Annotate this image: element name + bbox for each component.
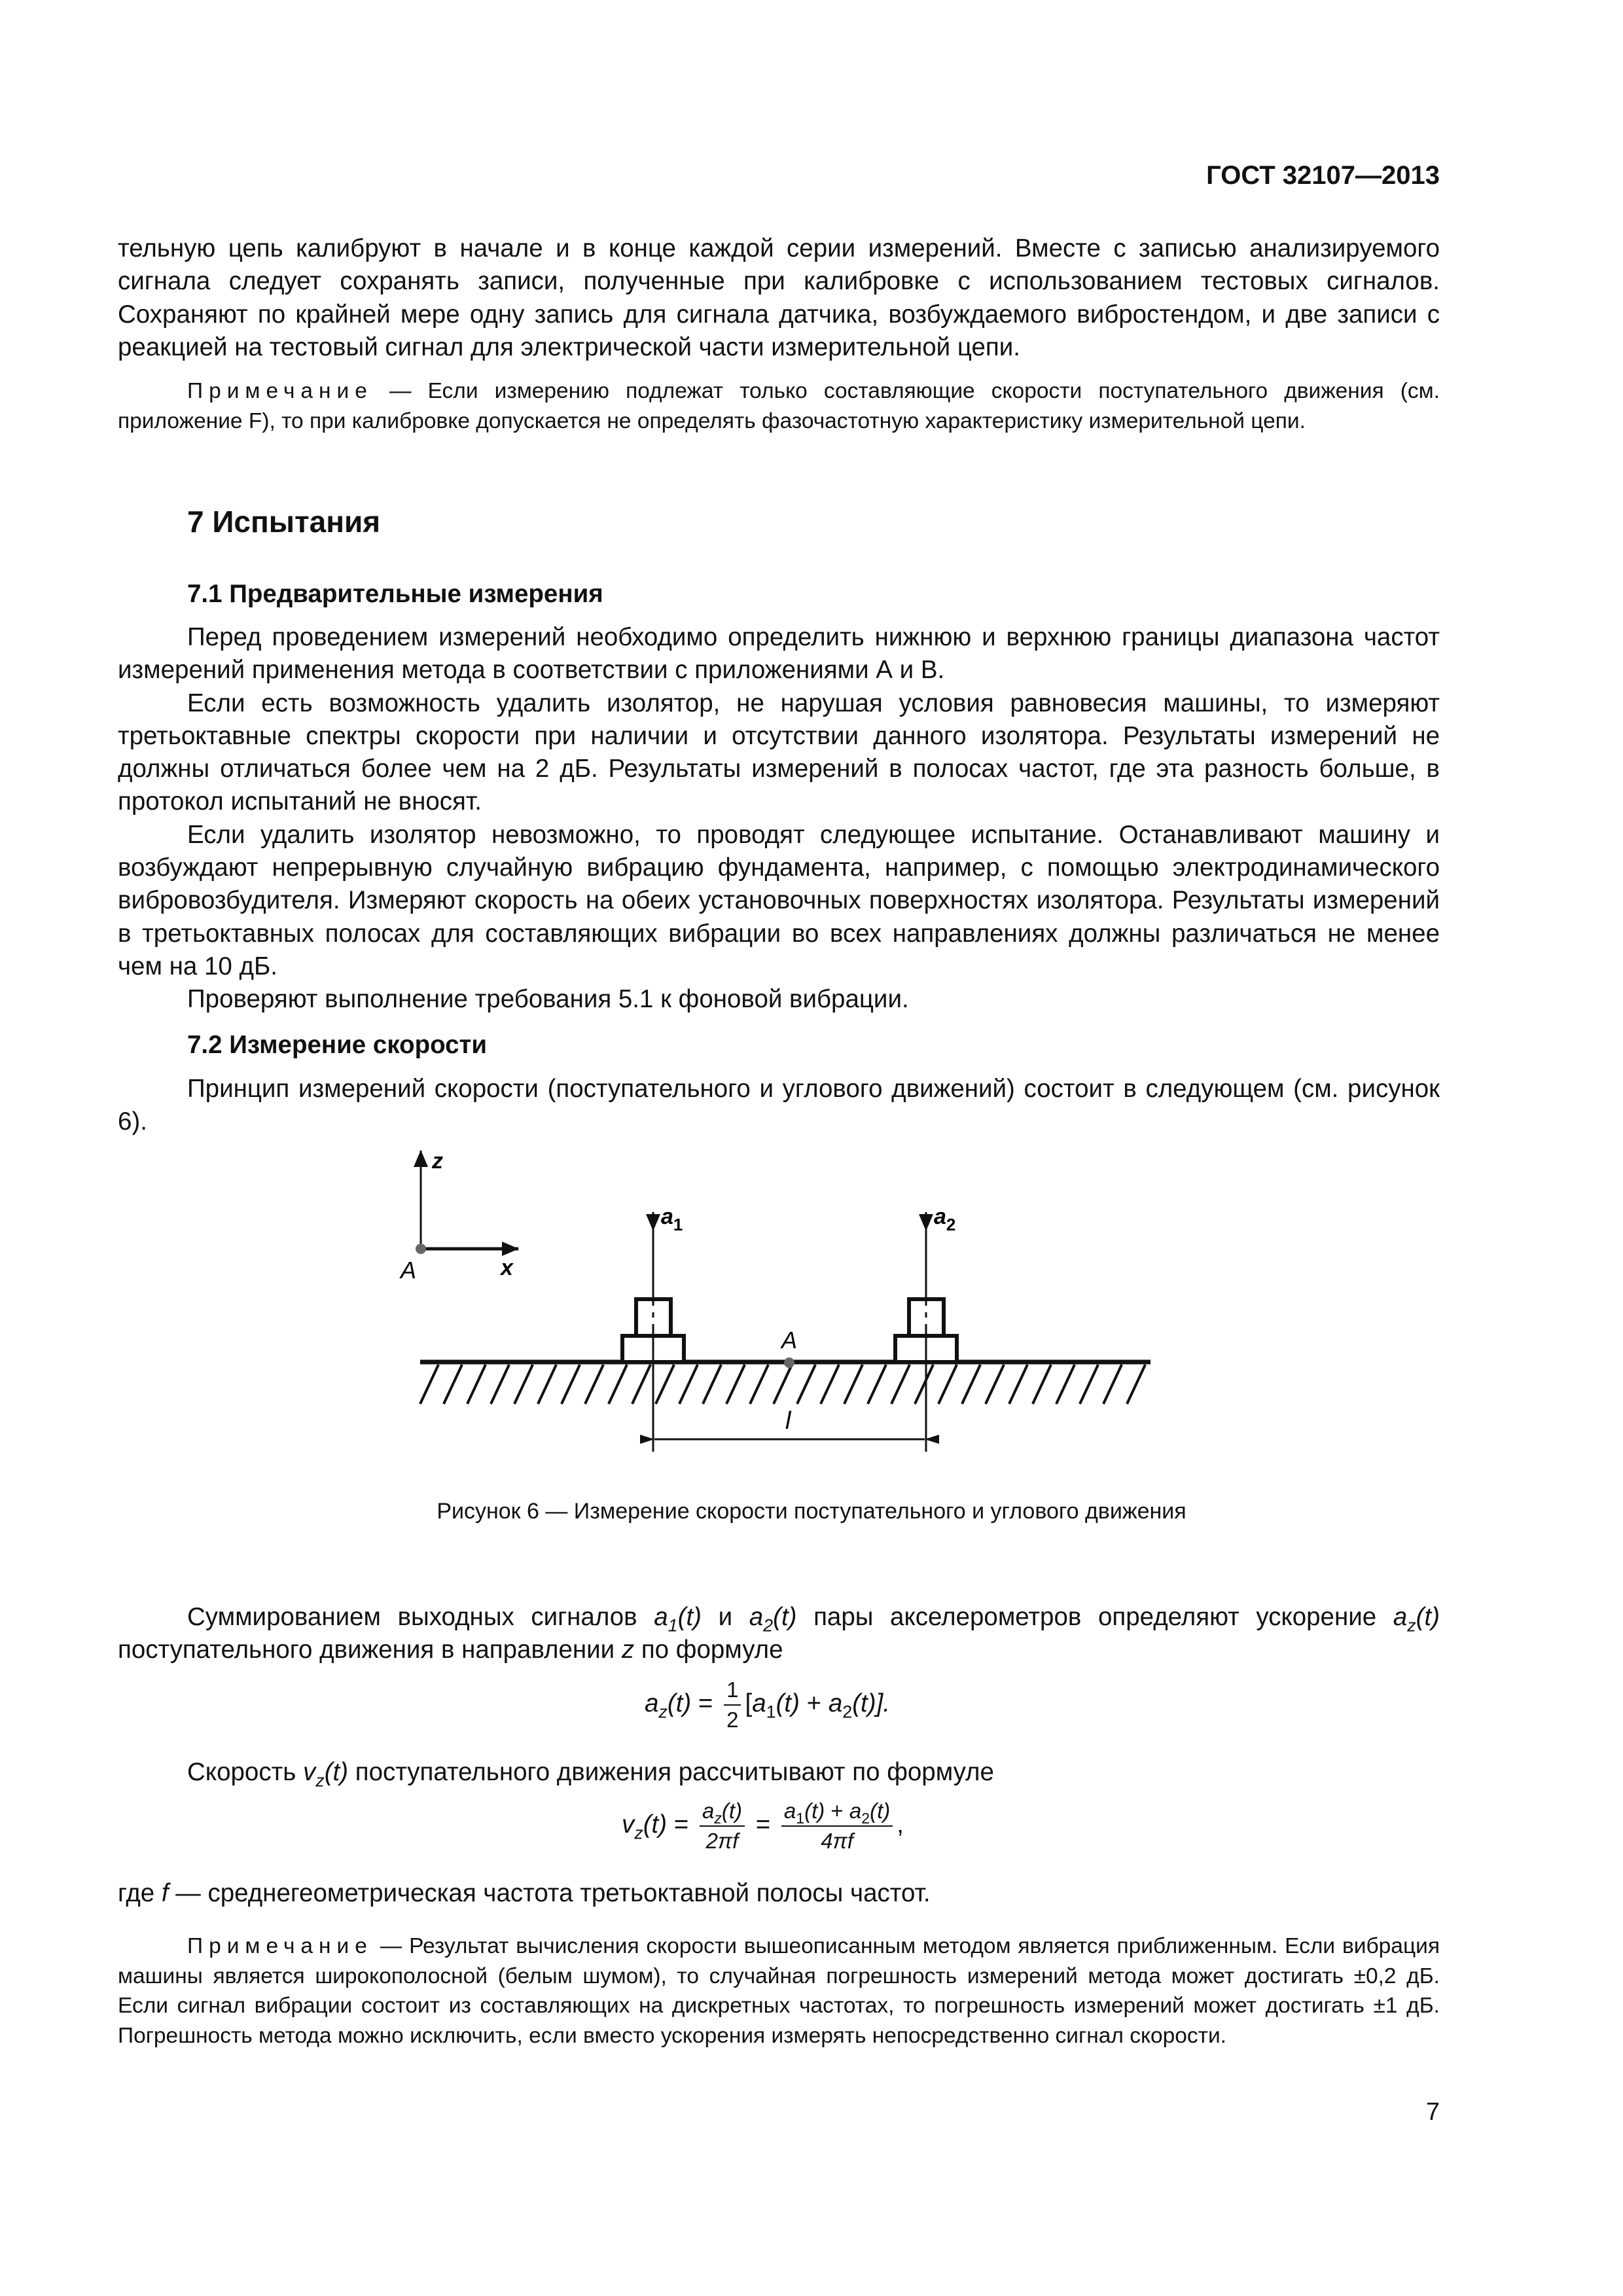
f-sym: v: [622, 1810, 635, 1839]
hatch-line: [632, 1365, 651, 1404]
hatch-line: [868, 1365, 886, 1404]
note-text: Если измерению подлежат только составляющие скорости поступательного движения (см. приложение F), то при калибровке допускается не определять фазочастотную характеристику измерительной цепи.: [118, 379, 1440, 433]
hatch-line: [962, 1365, 980, 1404]
f-br: [: [745, 1689, 753, 1718]
f-sub: 1: [766, 1702, 776, 1722]
text: и: [701, 1603, 749, 1631]
f-eq: =: [749, 1810, 777, 1839]
paragraph-speed: [118, 1756, 1440, 1789]
hatch-line: [797, 1365, 815, 1404]
section-7-2-heading: 7.2 Измерение скорости: [187, 1031, 488, 1059]
fraction-1: [700, 1797, 745, 1856]
note-text: Результат вычисления скорости вышеописанным методом является приближенным. Если вибрация машины является широкополосной (белым шумом), то случайная погрешность измерений метода может достигать ±0,2 дБ. Если сигнал вибрации состоит из составляющих на дискретных частотах, то погрешность измерений может достигать ±1 дБ. Погрешность метода можно исключить, если вместо ускорения измерять непосредственно сигнал скорости.: [118, 1934, 1440, 2048]
f-den: 4πf: [821, 1829, 853, 1853]
page-number: 7: [1425, 2098, 1440, 2126]
paragraph-text: Перед проведением измерений необходимо определить нижнюю и верхнюю границы диапазона частот измерений применения метода в соответствии с приложениями А и В.: [118, 623, 1440, 685]
text: по формуле: [634, 1636, 783, 1664]
f-arg: (t): [667, 1689, 692, 1718]
symbol-az: $a_z(t)$: [1393, 1603, 1440, 1636]
hatch-line: [774, 1365, 792, 1404]
distance-label: l: [785, 1407, 791, 1435]
text: где: [118, 1879, 162, 1907]
hatch-line: [514, 1365, 533, 1404]
f-sub: z: [658, 1702, 668, 1722]
f-sym: a: [645, 1689, 659, 1718]
f-num: $a_1(t) + a_2(t)$: [781, 1797, 893, 1827]
hatch-line: [1056, 1365, 1075, 1404]
accelerometer-1: [622, 1212, 684, 1452]
hatch-line: [1009, 1365, 1027, 1404]
symbol-a2: $a_2(t)$: [749, 1603, 797, 1636]
paragraph-summation: [118, 1601, 1440, 1667]
paragraph-text: Если есть возможность удалить изолятор, не нарушая условия равновесия машины, то измеряют третьоктавные спектры скорости при наличии и отсутствии данного изолятора. Результаты измерений не должны отличаться более чем на 2 дБ. Результаты измерений в полосах частот, где эта разность больше, в протокол испытаний не вносят.: [118, 689, 1440, 816]
text: поступательного движения в направлении: [118, 1636, 622, 1664]
figure-caption: Рисунок 6 — Измерение скорости поступательного и углового движения: [437, 1499, 1186, 1524]
text: пары акселерометров определяют ускорение: [796, 1603, 1393, 1631]
hatch-line: [726, 1365, 745, 1404]
formula-velocity: [622, 1797, 904, 1856]
hatch-line: [1033, 1365, 1051, 1404]
formula-acceleration: [645, 1676, 890, 1734]
hatch-line: [585, 1365, 603, 1404]
ground-hatching: [420, 1365, 1145, 1404]
hatch-line: [444, 1365, 462, 1404]
hatch-line: [562, 1365, 580, 1404]
hatch-line: [703, 1365, 721, 1404]
paragraph-text: Проверяют выполнение требования 5.1 к фоновой вибрации.: [187, 985, 909, 1014]
accelerometer-2: [895, 1212, 957, 1452]
document-header: ГОСТ 32107—2013: [1206, 161, 1440, 190]
text: Суммированием выходных сигналов: [187, 1603, 654, 1631]
paragraph-where: [118, 1877, 1440, 1910]
a1-label: $a_1$: [661, 1204, 683, 1234]
paragraph-text: тельную цепь калибруют в начале и в конце каждой серии измерений. Вместе с записью анализируемого сигнала следует сохранять записи, полученные при калибровке с использованием тестовых сигналов. Сохраняют по крайней мере одну запись для сигнала датчика, возбуждаемого вибростендом, и две записи с реакцией на тестовый сигнал для электрической части измерительной цепи.: [118, 234, 1440, 361]
f-den: 2πf: [705, 1829, 739, 1853]
hatch-line: [1103, 1365, 1122, 1404]
f-arg: (t): [643, 1810, 668, 1839]
x-axis-label: x: [501, 1255, 513, 1280]
paragraph-text: Если удалить изолятор невозможно, то проводят следующее испытание. Останавливают машину и возбуждают непрерывную случайную вибрацию фундамента, например, с помощью электродинамического вибровозбудителя. Измеряют скорость на обеих установочных поверхностях изолятора. Результаты измерений в третьоктавных полосах для составляющих вибрации во всех направлениях должны различаться не менее чем на 10 дБ.: [118, 820, 1440, 980]
point-a: [784, 1357, 794, 1368]
symbol-v: v: [302, 1758, 316, 1786]
f-arg: (t): [776, 1689, 800, 1718]
note-2: [118, 1931, 1440, 2051]
f-sym: a: [752, 1689, 766, 1718]
paragraph-text: Принцип измерений скорости (поступательного и углового движений) состоит в следующем (см. рисунок 6).: [118, 1075, 1440, 1136]
origin-label: A: [401, 1257, 417, 1283]
hatch-line: [609, 1365, 627, 1404]
hatch-line: [821, 1365, 839, 1404]
hatch-line: [538, 1365, 556, 1404]
origin-point: [416, 1244, 426, 1254]
text: Скорость: [187, 1758, 303, 1786]
f-close: (t)].: [852, 1689, 890, 1718]
hatch-line: [938, 1365, 957, 1404]
f-eq: =: [667, 1810, 696, 1839]
f-eq: =: [691, 1689, 721, 1718]
symbol-a1: $a_1(t)$: [654, 1603, 702, 1636]
symbol-f: f: [161, 1879, 169, 1907]
hatch-line: [891, 1365, 910, 1404]
a2-label: $a_2$: [934, 1204, 956, 1234]
z-axis-label: z: [432, 1149, 443, 1174]
f-op: +: [799, 1689, 829, 1718]
note-label: Примечание: [187, 379, 373, 403]
symbol-sub: z: [315, 1770, 325, 1791]
f-sub: 2: [842, 1702, 853, 1722]
hatch-line: [467, 1365, 486, 1404]
section-7-1-heading: 7.1 Предварительные измерения: [187, 580, 603, 608]
hatch-line: [844, 1365, 863, 1404]
note-dash: —: [372, 1934, 410, 1958]
section-7-heading: 7 Испытания: [187, 505, 381, 539]
hatch-line: [491, 1365, 509, 1404]
hatch-line: [1127, 1365, 1145, 1404]
hatch-line: [750, 1365, 768, 1404]
symbol-arg: (t): [324, 1758, 349, 1786]
fraction-half: [724, 1676, 741, 1734]
note-dash: —: [372, 379, 428, 403]
hatch-line: [1080, 1365, 1098, 1404]
symbol-z: z: [621, 1636, 635, 1664]
hatch-line: [656, 1365, 674, 1404]
hatch-line: [915, 1365, 933, 1404]
fraction-2: [781, 1797, 893, 1856]
point-a-label: A: [781, 1327, 798, 1354]
text: — среднегеометрическая частота третьоктавной полосы частот.: [168, 1879, 931, 1907]
f-comma: ,: [897, 1810, 904, 1839]
hatch-line: [679, 1365, 698, 1404]
text: поступательного движения рассчитывают по формуле: [348, 1758, 994, 1786]
hatch-line: [420, 1365, 438, 1404]
f-num: $a_z(t)$: [700, 1797, 745, 1827]
note-label: Примечание: [187, 1934, 373, 1958]
hatch-line: [986, 1365, 1004, 1404]
f-den: 2: [726, 1708, 739, 1732]
f-num: 1: [724, 1676, 741, 1706]
f-sub: z: [634, 1823, 643, 1843]
f-sym: a: [828, 1689, 843, 1718]
